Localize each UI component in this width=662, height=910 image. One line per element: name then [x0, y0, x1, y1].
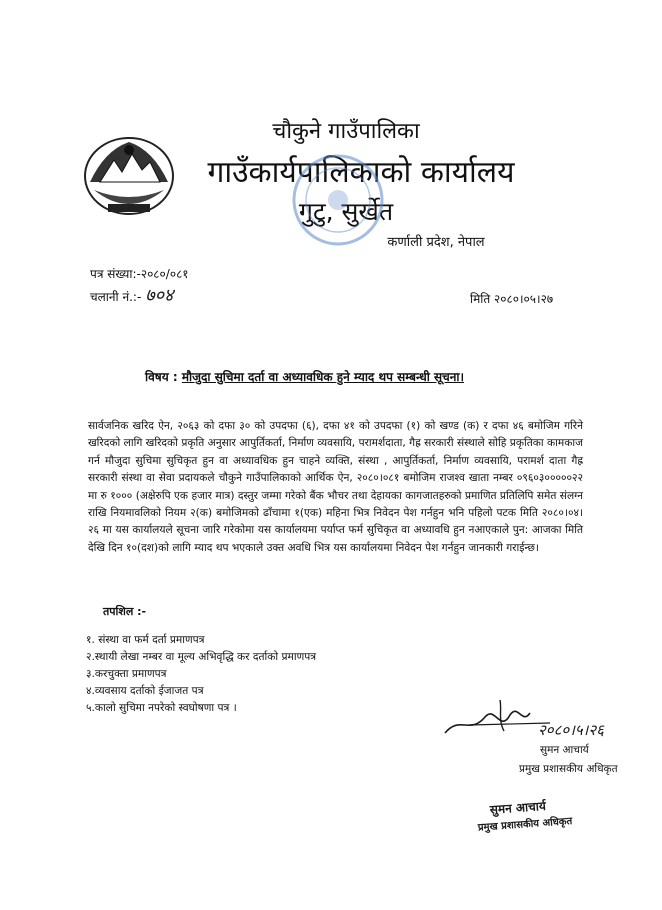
province-country: कर्णाली प्रदेश, नेपाल: [387, 235, 485, 250]
signatory-title: प्रमुख प्रशासकीय अधिकृत: [519, 763, 618, 775]
dispatch-number-label: चलानी नं.:-: [90, 290, 142, 304]
dispatch-number: [90, 283, 173, 307]
name-stamp: [470, 795, 590, 835]
subject-text: मौजुदा सुचिमा दर्ता वा अध्यावधिक हुने म्याद थप सम्बन्धी सूचना।: [181, 370, 465, 384]
notice-body: सार्वजनिक खरिद ऐन, २०६३ को दफा ३० को उपदफा (६), दफा ४१ को उपदफा (१) को खण्ड (क) र दफा ४६ बमोजिम गरिने खरिदको लागि खरिदको प्रकृति अनुसार आपुर्तिकर्ता, निर्माण व्यवसायि, परामर्शदाता, गैह्र सरकारी संस्थाले सोहि प्रकृतिका कामकाज गर्न मौजुदा सुचिमा सुचिकृत हुन वा अध्यावधिक हुन चाहने व्यक्ति, संस्था , आपुर्तिकर्ता, निर्माण व्यवसायि, परामर्श दाता गैह्र सरकारी संस्था वा सेवा प्रदायकले चौकुने गाउँपालिकाको आर्थिक ऐन, २०८०।०८१ बमोजिम राजश्व खाता नम्बर ०९६०३०००००२२ मा रु १००० (अक्षेरुपि एक हजार मात्र) दस्तुर जम्मा गरेको बैंक भौचर तथा देहायका कागजातहरुको प्रमाणित प्रतिलिपि समेत संलग्न राखि नियमावलिको नियम २(क) बमोजिमको ढाँचामा १(एक) महिना भित्र निवेदन पेश गर्नहुन भनि पहिलो पटक मिति २०८०।०४।२६ मा यस कार्यालयले सूचना जारि गरेकोमा यस कार्यालयमा पर्याप्त फर्म सुचिकृत वा अध्यावधि हुन नआएकाले पुन: आजका मिति देखि दिन १०(दश)को लागि म्याद थप भएकाले उक्त अवधि भित्र यस कार्यालयमा निवेदन पेश गर्नहुन जानकारी गराईन्छ।: [88, 420, 583, 554]
dispatch-number-value: ७०४: [145, 285, 174, 306]
list-item: ३.करचुक्ता प्रमाणपत्र: [86, 668, 167, 680]
svg-text:प्रमुख प्रशासकीय अधिकृत: प्रमुख प्रशासकीय अधिकृत: [477, 816, 573, 834]
office-seal-stamp: [288, 150, 388, 250]
details-list: [86, 632, 316, 717]
municipality-name: चौकुने गाउँपालिका: [272, 119, 420, 144]
svg-text:सुमन आचार्य: सुमन आचार्य: [489, 798, 547, 817]
letter-number: पत्र संख्या:-२०८०/०८१: [90, 267, 189, 281]
signatory-name: सुमन आचार्य: [540, 744, 589, 756]
handwritten-signature: [440, 695, 620, 740]
office-location: गुटु, सुर्खेत: [298, 197, 394, 226]
list-item: २.स्थायी लेखा नम्बर वा मूल्य अभिवृद्धि कर दर्ताको प्रमाणपत्र: [86, 651, 317, 663]
signature-date: २०८०।५।२६: [538, 721, 604, 739]
subject-label: विषय :: [145, 370, 178, 384]
list-item: ४.व्यवसाय दर्ताको ईजाजत पत्र: [86, 685, 204, 697]
list-item: १. संस्था वा फर्म दर्ता प्रमाणपत्र: [86, 634, 205, 646]
office-name: गाउँकार्यपालिकाको कार्यालय: [207, 155, 515, 190]
subject-line: [145, 368, 464, 385]
letter-date: मिति २०८०।०५।२७: [470, 292, 554, 306]
list-item: ५.कालो सुचिमा नपरेको स्वघोषणा पत्र ।: [86, 702, 237, 714]
details-heading: तपशिल :-: [103, 605, 147, 618]
